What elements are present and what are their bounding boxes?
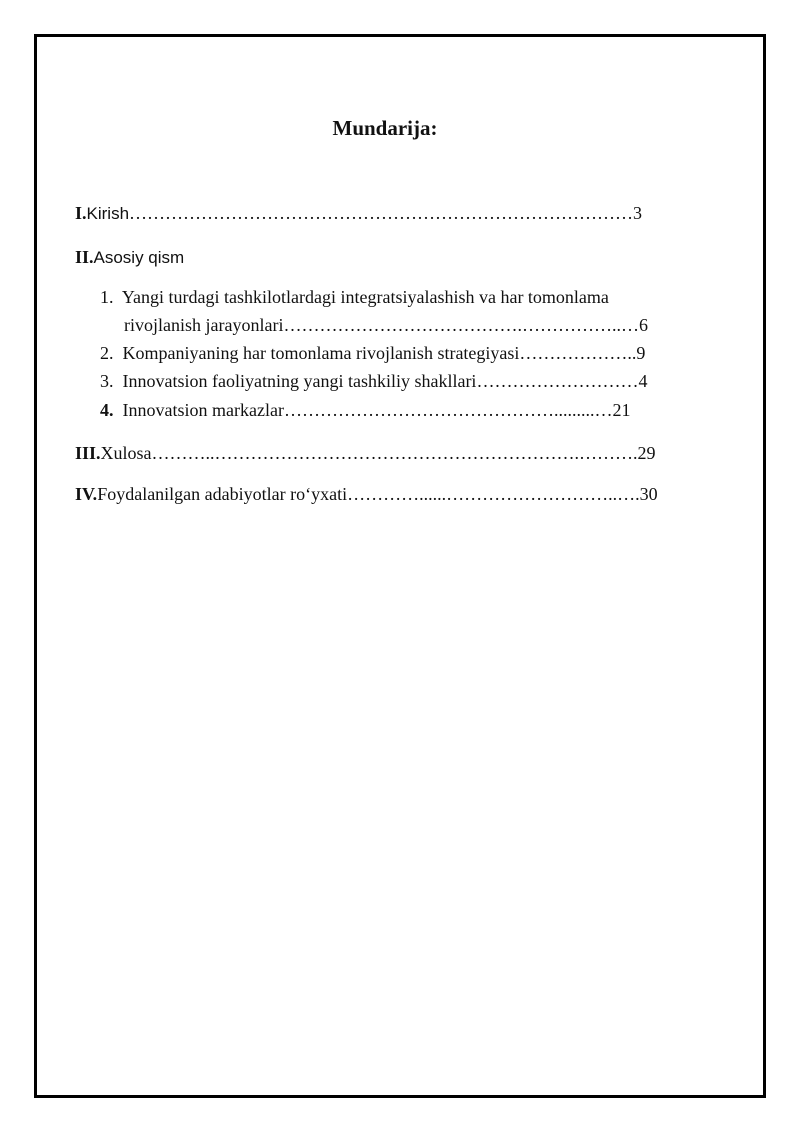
toc-entry-asosiy [66, 230, 184, 266]
toc-page: 21 [612, 400, 631, 420]
toc-leader: …………......………………………..…. [347, 484, 640, 504]
toc-number: I. [75, 203, 87, 223]
toc-page: 29 [637, 443, 656, 463]
toc-entry-kirish [66, 186, 642, 222]
toc-number: II. [75, 247, 94, 267]
toc-leader: ………………………………….……………..… [283, 315, 639, 335]
toc-label: Xulosa [100, 443, 152, 463]
toc-label: Foydalanilgan adabiyotlar ro‘yxati [97, 484, 348, 504]
toc-leader: ……………………………………….........… [283, 400, 613, 420]
toc-entry-xulosa [66, 426, 656, 462]
toc-label: Asosiy qism [93, 248, 185, 267]
page-title: Mundarija: [332, 116, 438, 140]
toc-subnumber: 1. [100, 287, 114, 307]
toc-page: 6 [638, 315, 648, 335]
toc-entry-adabiyot [66, 467, 658, 503]
toc-leader: ………………………………………………………………………… [129, 203, 634, 223]
toc-number: IV. [75, 484, 98, 504]
toc-page: 9 [636, 343, 646, 363]
toc-subnumber: 3. [100, 371, 114, 391]
toc-sublabel: rivojlanish jarayonlari [124, 315, 284, 335]
toc-subnumber: 4. [100, 400, 114, 420]
toc-leader: ……………….. [519, 343, 637, 363]
toc-sublabel: Kompaniyaning har tomonlama rivojlanish strategiyasi [122, 343, 520, 363]
toc-page: 3 [633, 203, 643, 223]
toc-subnumber: 2. [100, 343, 114, 363]
toc-subentry-4 [91, 383, 630, 419]
toc-page: 4 [638, 371, 648, 391]
toc-leader: ………..…………………………………………………….………. [151, 443, 638, 463]
toc-sublabel: Innovatsion faoliyatning yangi tashkiliy shakllari [122, 371, 477, 391]
toc-number: III. [75, 443, 101, 463]
toc-label: Kirish [86, 204, 130, 223]
toc-sublabel: Innovatsion markazlar [122, 400, 284, 420]
toc-leader: ……………………… [476, 371, 639, 391]
toc-sublabel: Yangi turdagi tashkilotlardagi integratsiyalashish va har tomonlama [121, 287, 609, 307]
toc-page: 30 [639, 484, 658, 504]
